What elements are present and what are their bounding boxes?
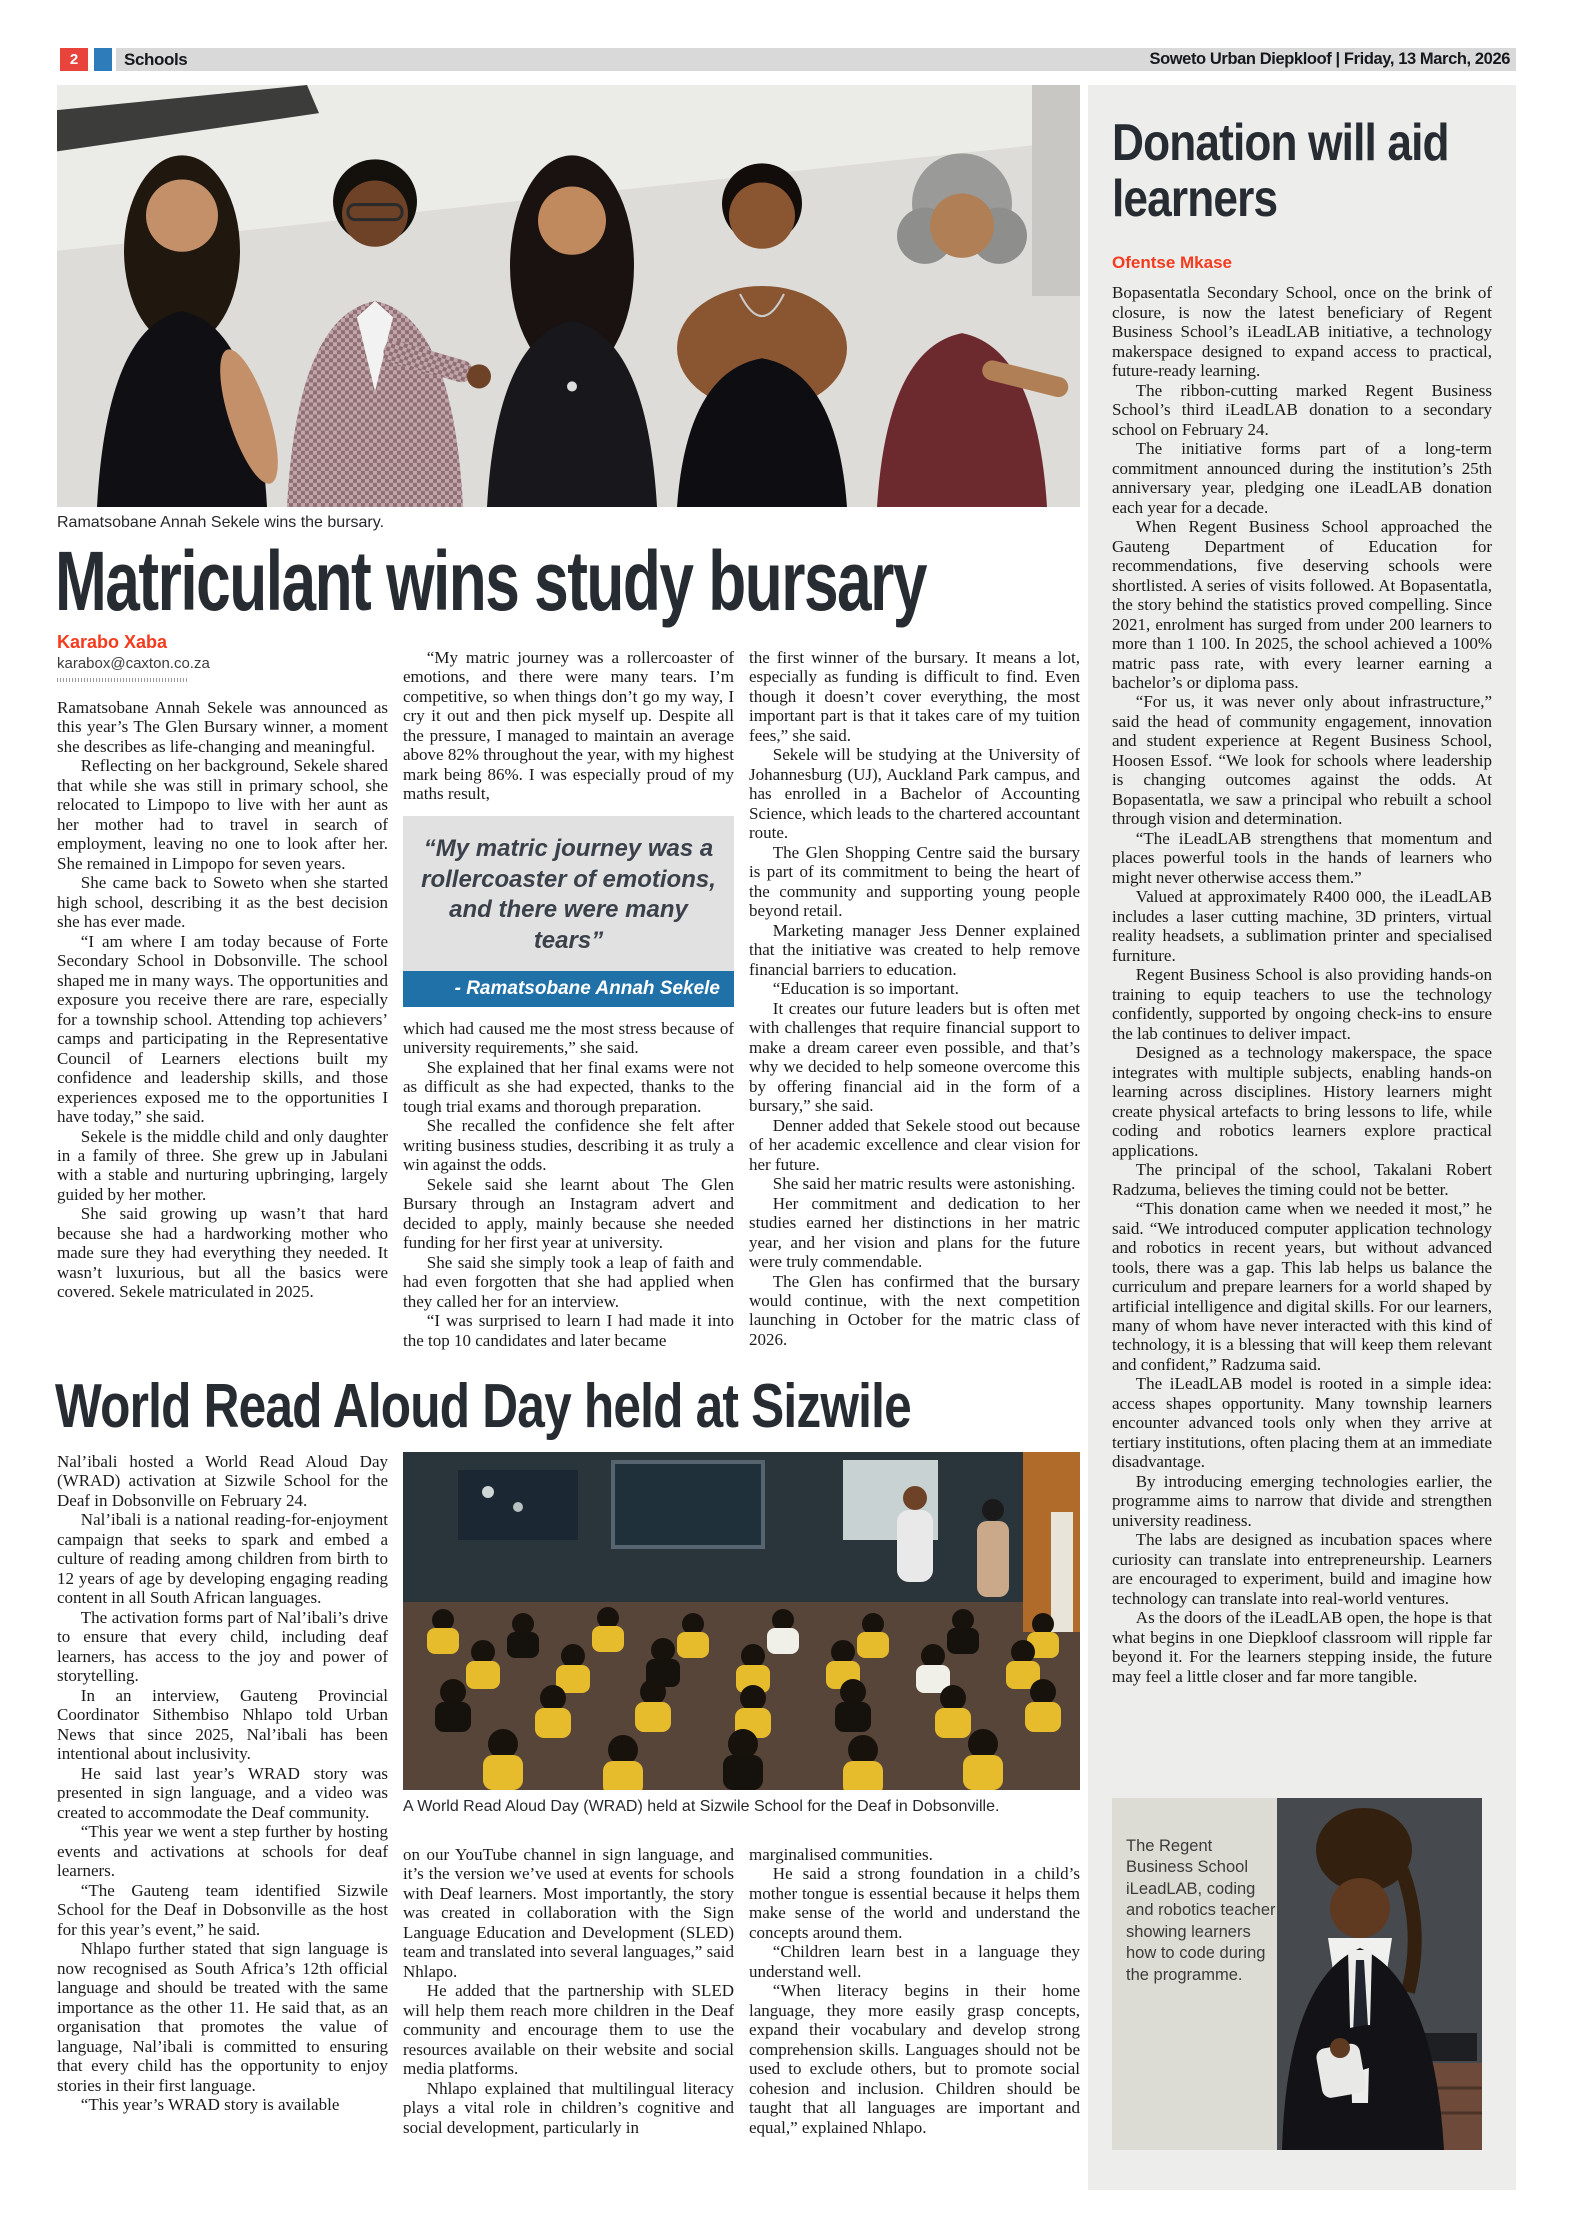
paragraph: “When literacy begins in their home language, they more easily grasp concepts, expand their vocabulary and develop strong comprehension skills. Languages should not be used to exclude others, but to promote social cohesion and inclusion. Children should be taught that all languages are important and equal,” explained Nhlapo. — [749, 1981, 1080, 2137]
paragraph: She explained that her final exams were not as difficult as she had expected, thanks to the tough trial exams and thorough preparation. — [403, 1057, 734, 1116]
ileadlab-teacher-photo — [1112, 1798, 1482, 2150]
paragraph: “This year’s WRAD story is available — [80, 2094, 340, 2114]
article2-column-2 — [403, 1845, 734, 2217]
paragraph: In an interview, Gauteng Provincial Coordinator Sithembiso Nhlapo told Urban News that since 2025, Nal’ibali has been intentional about inclusivity. — [57, 1685, 388, 1764]
paragraph: “My matric journey was a rollercoaster of emotions, and there were many tears. I’m competitive, so when things don’t go my way, I cry it out and then pick myself up. Despite all the pressure, I managed to maintain an average above 82% throughout the year, with my highest mark being 86%. I was especially proud of my maths result, — [403, 648, 734, 804]
sidebar-body-text — [1112, 283, 1492, 1686]
article1-headline — [55, 534, 1085, 632]
paragraph: “The iLeadLAB strengthens that momentum and places powerful tools in the hands of learners who might never otherwise access them.” — [1112, 828, 1492, 887]
byline-email: karabox@caxton.co.za — [57, 654, 210, 672]
article1-col2-bottom-text — [403, 1019, 734, 1350]
paragraph: She said growing up wasn’t that hard because she had a hardworking mother who made sure they had everything they needed. It wasn’t luxurious, but all the basics were covered. Sekele matriculated in 2025. — [57, 1204, 388, 1302]
paragraph: the first winner of the bursary. It means a lot, especially as funding is difficult to find. Even though it doesn’t cover everything, the most important part is that it takes care of my tuition fees,” she said. — [749, 648, 1080, 745]
paragraph: marginalised communities. — [749, 1845, 933, 1864]
paragraph: As the doors of the iLeadLAB open, the hope is that what begins in one Diepkloof classroom will ripple far beyond it. For the learners stepping inside, the future may feel a little closer and far more tangible. — [1112, 1608, 1492, 1686]
paragraph: By introducing emerging technologies earlier, the programme aims to narrow that divide and strengthen university readiness. — [1112, 1471, 1492, 1530]
header-bar — [116, 48, 1516, 71]
publication-dateline: Soweto Urban Diepkloof | Friday, 13 March, 2026 — [1149, 50, 1510, 68]
paragraph: The Glen Shopping Centre said the bursary is part of its commitment to being the heart of the community and supporting young people beyond retail. — [749, 842, 1080, 921]
paragraph: The principal of the school, Takalani Robert Radzuma, believes the timing could not be better. — [1112, 1160, 1492, 1199]
article2-col2-text — [403, 1845, 734, 2137]
paragraph: Sekele said she learnt about The Glen Bursary through an Instagram advert and decided to apply, mainly because she needed funding for her first year at university. — [403, 1174, 734, 1253]
paragraph: Designed as a technology makerspace, the space integrates with multiple subjects, enabling hands-on learning across disciplines. History learners might create physical artefacts to bring lessons to life, while coding and robotics learners explore practical applications. — [1112, 1043, 1492, 1160]
paragraph: “Education is so important. — [772, 979, 959, 999]
paragraph: She said her matric results were astonishing. — [772, 1174, 1076, 1194]
paragraph: Valued at approximately R400 000, the iLeadLAB includes a laser cutting machine, 3D printers, virtual reality headsets, a sublimation printer and specialised furniture. — [1112, 887, 1492, 965]
paragraph: He said a strong foundation in a child’s mother tongue is essential because it helps them make sense of the world and understand the concepts around them. — [749, 1864, 1080, 1942]
paragraph: The labs are designed as incubation spaces where curiosity can translate into entrepreneurship. Learners are encouraged to experiment, build and imagine how technology can translate into real-world ventures. — [1112, 1530, 1492, 1608]
sidebar-photo-caption: The Regent Business School iLeadLAB, coding and robotics teacher showing learners how to code during the programme. — [1126, 1837, 1276, 1984]
wrad-classroom-photo-illustration — [403, 1452, 1080, 1790]
paragraph: on our YouTube channel in sign language, and it’s the version we’ve used at events for schools with Deaf learners. Most importantly, the story was created in collaboration with the Sign Language Education and Development (SLED) team and translated into several languages,” said Nhlapo. — [403, 1845, 734, 1981]
paragraph: Bopasentatla Secondary School, once on the brink of closure, is now the latest beneficiary of Regent Business School’s iLeadLAB initiative, a technology makerspace designed to expand access to practical, future-ready learning. — [1112, 283, 1492, 381]
paragraph: When Regent Business School approached the Gauteng Department of Education for recommendations, five deserving schools were shortlisted. A series of visits followed. At Bopasentatla, the story behind the statistics proved compelling. Since 2021, enrolment has surged from under 200 learners to more than 1 100. In 2025, the school achieved a 100% matric pass rate, with every learner earning a bachelor’s or diploma pass. — [1112, 517, 1492, 692]
paragraph: “For us, it was never only about infrastructure,” said the head of community engagement, innovation and student experience at Regent Business School, Hoosen Essof. “We look for schools where leadership is changing outcomes against the odds. At Bopasentatla, we saw a principal who rebuilt a school through vision and determination. — [1112, 692, 1492, 829]
article1-headline-text: Matriculant wins study bursary — [55, 534, 926, 628]
paragraph: The initiative forms part of a long-term commitment announced during the institution’s 25th anniversary year, pledging one iLeadLAB donation each year for a decade. — [1112, 439, 1492, 517]
paragraph: which had caused me the most stress because of university requirements,” she said. — [403, 1018, 734, 1058]
article2-headline-text: World Read Aloud Day held at Sizwile — [55, 1372, 911, 1441]
paragraph: It creates our future leaders but is often met with challenges that require financial support to make a dream career even possible, and that’s why we decided to help someone overcome this by offering financial aid in the form of a bursary,” she said. — [749, 998, 1080, 1116]
paragraph: “I was surprised to learn I had made it into the top 10 candidates and later became — [403, 1311, 734, 1350]
paragraph: She said she simply took a leap of faith and had even forgotten that she had applied when they called her for an interview. — [403, 1252, 734, 1311]
paragraph: Nhlapo further stated that sign language is now recognised as South Africa’s 12th official language and should be treated with the same importance as the other 11. He said that, as an organisation that promotes the value of language, Nal’ibali is committed to ensuring that every child has the opportunity to enjoy stories in their first language. — [57, 1939, 388, 2095]
sidebar-byline-author: Ofentse Mkase — [1112, 253, 1232, 273]
paragraph: Nal’ibali hosted a World Read Aloud Day (WRAD) activation at Sizwile School for the Deaf in Dobsonville on February 24. — [57, 1452, 388, 1510]
paragraph: “This year we went a step further by hosting events and activations at schools for deaf learners. — [57, 1822, 388, 1881]
article1-col3-text — [749, 648, 1080, 1349]
bursary-group-photo — [57, 85, 1080, 507]
section-color-tab — [94, 48, 112, 71]
paragraph: “I am where I am today because of Forte Secondary School in Dobsonville. The school shaped me in many ways. The opportunities and exposure you receive there are rare, especially for a township school. Attending top achievers’ camps and participating in the Representative Council of Learners elections built my confidence and leadership skills, and those experiences exposed me to the opportunities I have today,” she said. — [57, 931, 388, 1127]
paragraph: Ramatsobane Annah Sekele was announced as this year’s The Glen Bursary winner, a moment she describes as life-changing and meaningful. — [57, 697, 388, 756]
paragraph: “This donation came when we needed it most,” he said. “We introduced computer application technology and robotics in recent years, but without advanced tools, there was a gap. This lab helps us balance the curriculum and prepare learners for a world shaped by artificial intelligence and digital skills. For our learners, many of whom have never interacted with this kind of technology, it is a blessing that will keep them relevant and confident,” Radzuma said. — [1112, 1199, 1492, 1374]
byline-divider — [57, 678, 189, 682]
article1-column-2 — [403, 648, 734, 1372]
paragraph: Her commitment and dedication to her studies earned her distinctions in her matric year, and her vision and plans for the future were truly commendable. — [749, 1193, 1080, 1272]
sidebar-article — [1088, 85, 1516, 2190]
paragraph: Nal’ibali is a national reading-for-enjoyment campaign that seeks to spark and embed a culture of reading among children from birth to 12 years of age by developing engaging reading content in all South African languages. — [57, 1510, 388, 1608]
paragraph: The ribbon-cutting marked Regent Business School’s third iLeadLAB donation to a secondary school on February 24. — [1112, 380, 1492, 439]
paragraph: She came back to Soweto when she started high school, describing it as the best decision she has ever made. — [57, 873, 388, 932]
paragraph: “The Gauteng team identified Sizwile School for the Deaf in Dobsonville as the host for this year’s event,” he said. — [57, 1880, 388, 1939]
paragraph: Sekele is the middle child and only daughter in a family of three. She grew up in Jabulani with a stable and nurturing upbringing, largely guided by her mother. — [57, 1126, 388, 1204]
pull-quote-attribution: - Ramatsobane Annah Sekele — [403, 971, 734, 1007]
bursary-group-photo-illustration — [57, 85, 1080, 507]
paragraph: The iLeadLAB model is rooted in a simple idea: access shapes opportunity. Many township learners encounter advanced tools only when they arrive at tertiary institutions, often placing them at an immediate disadvantage. — [1112, 1374, 1492, 1472]
article2-column-1 — [57, 1452, 388, 2216]
paragraph: He said last year’s WRAD story was presented in sign language, and a video was created to accommodate the Deaf community. — [57, 1763, 388, 1822]
article2-col1-text — [57, 1452, 388, 2114]
sidebar-headline — [1112, 115, 1492, 227]
paragraph: The activation forms part of Nal’ibali’s drive to ensure that every child, including deaf learners, has access to the joy and power of storytelling. — [57, 1607, 388, 1686]
paragraph: Nhlapo explained that multilingual literacy plays a vital role in children’s cognitive and social development, particularly in — [403, 2078, 734, 2137]
article1-col1-text — [57, 698, 388, 1302]
paragraph: Denner added that Sekele stood out because of her academic excellence and clear vision for her future. — [749, 1115, 1080, 1174]
article2-column-3 — [749, 1845, 1080, 2217]
article1-col2-top-text — [403, 648, 734, 804]
paragraph: Sekele will be studying at the University of Johannesburg (UJ), Auckland Park campus, and has enrolled in a Bachelor of Accounting Science, which leads to the chartered accountant route. — [749, 745, 1080, 843]
byline-author: Karabo Xaba — [57, 632, 168, 652]
article2-col3-text — [749, 1845, 1080, 2137]
paragraph: Regent Business School is also providing hands-on training to equip teachers to use the technology confidently, supported by ongoing check-ins to ensure the lab continues to deliver impact. — [1112, 965, 1492, 1043]
article1-column-3 — [749, 648, 1080, 1372]
paragraph: Marketing manager Jess Denner explained that the initiative was created to help remove financial barriers to education. — [749, 920, 1080, 979]
page-number-badge: 2 — [60, 48, 88, 71]
sidebar-headline-text: Donation will aid learners — [1112, 114, 1449, 229]
wrad-classroom-photo — [403, 1452, 1080, 1790]
article1-column-1 — [57, 632, 388, 1372]
pull-quote — [403, 816, 734, 1007]
pull-quote-text: “My matric journey was a rollercoaster of emotions, and there were many tears” — [403, 816, 734, 971]
paragraph: She recalled the confidence she felt after writing business studies, describing it as truly a win against the odds. — [403, 1116, 734, 1175]
paragraph: “Children learn best in a language they understand well. — [749, 1942, 1080, 1981]
photo-caption: A World Read Aloud Day (WRAD) held at Sizwile School for the Deaf in Dobsonville. — [403, 1798, 1000, 1815]
article2-headline — [55, 1372, 1085, 1446]
photo-caption: Ramatsobane Annah Sekele wins the bursary. — [57, 514, 385, 531]
paragraph: He added that the partnership with SLED will help them reach more children in the Deaf community and encourage them to use the resources available on their website and social media platforms. — [403, 1981, 734, 2079]
paragraph: The Glen has confirmed that the bursary would continue, with the next competition launching in October for the matric class of 2026. — [749, 1271, 1080, 1349]
section-title: Schools — [124, 49, 188, 69]
paragraph: Reflecting on her background, Sekele shared that while she was still in primary school, she relocated to Limpopo to live with her aunt as her mother had to travel in search of employment, leaving no one to look after her. She remained in Limpopo for seven years. — [57, 756, 388, 873]
